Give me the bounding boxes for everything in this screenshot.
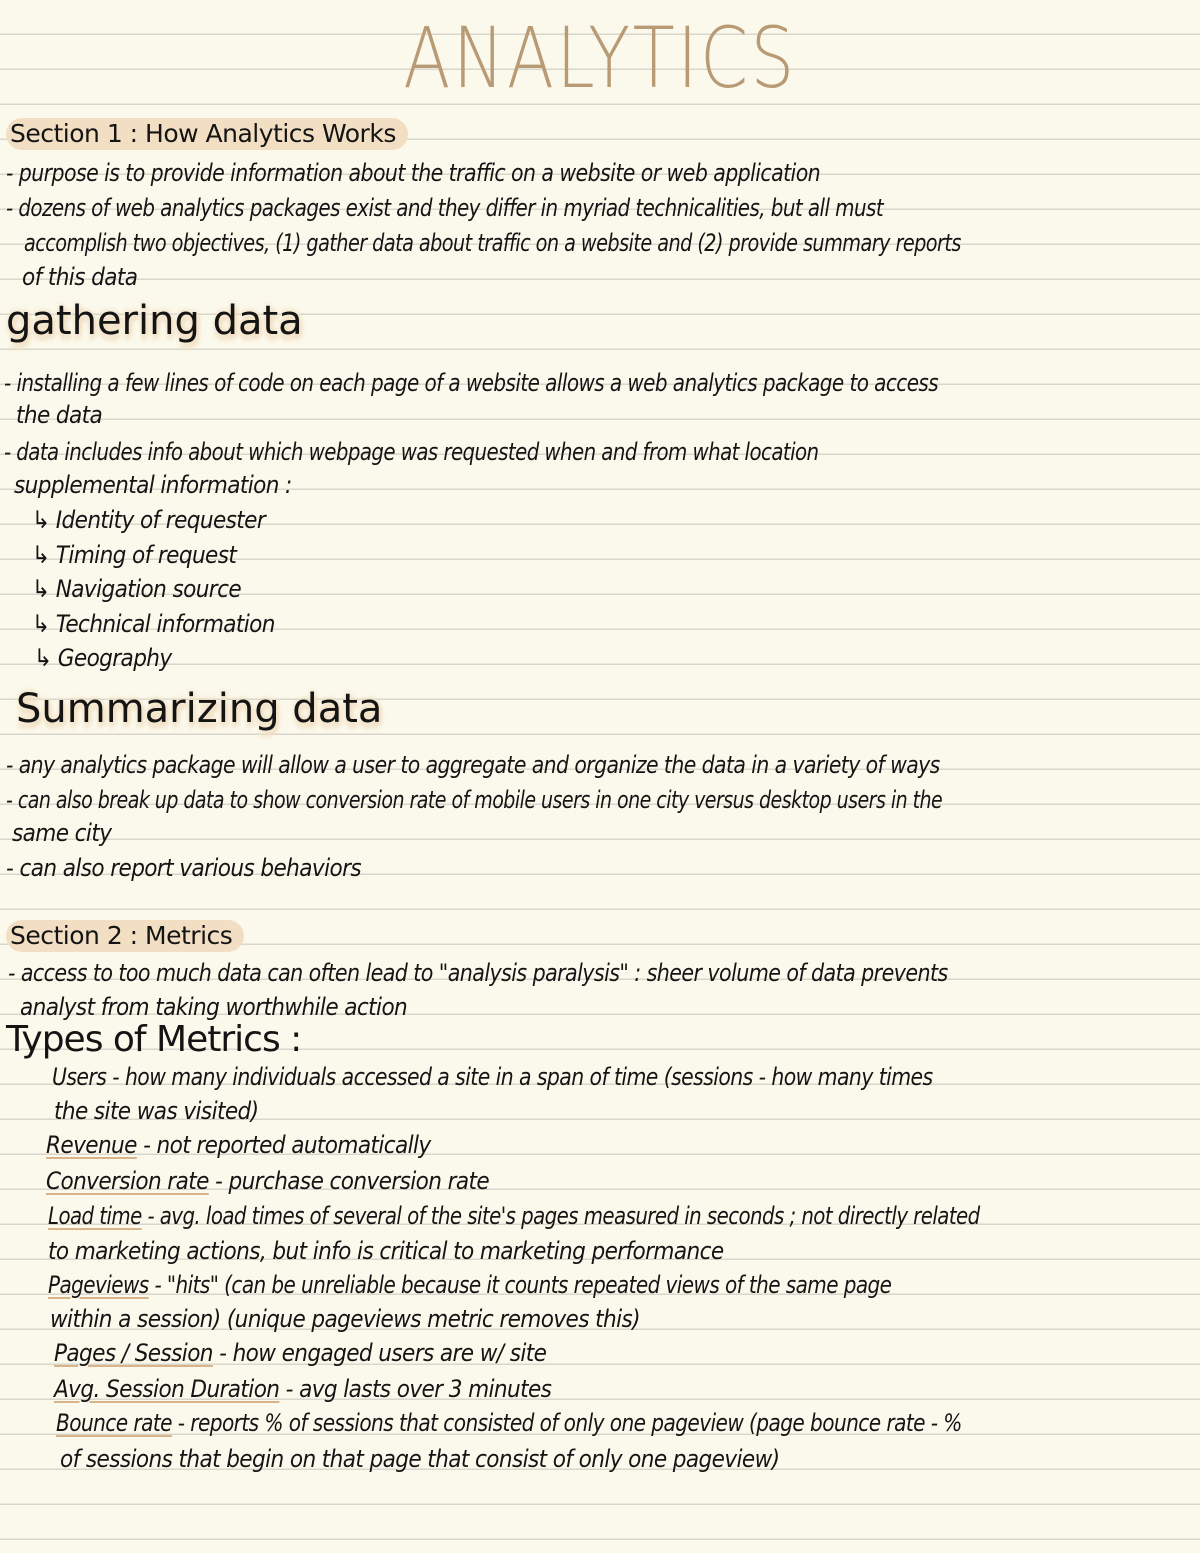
metric-item-load-time	[48, 1201, 980, 1231]
metric-description: - how engaged users are w/ site	[212, 1339, 547, 1367]
metric-description: of sessions that begin on that page that consist of only one pageview)	[60, 1445, 780, 1473]
gathering-data-heading: gathering data	[6, 298, 303, 344]
supplemental-item: ↳ Technical information	[32, 610, 275, 638]
metric-term: Bounce rate	[56, 1409, 172, 1437]
summarizing-line: - can also break up data to show conversion rate of mobile users in one city versus desktop users in the	[6, 786, 943, 814]
supplemental-item: ↳ Geography	[34, 644, 172, 672]
metric-term: Pageviews	[48, 1271, 149, 1299]
gathering-line: - data includes info about which webpage was requested when and from what location	[4, 438, 819, 466]
page-title: ANALYTICS	[403, 9, 797, 107]
summarizing-data-heading: Summarizing data	[16, 686, 383, 732]
gathering-line: supplemental information :	[14, 471, 292, 499]
section-1-heading: Section 1 : How Analytics Works	[6, 118, 408, 150]
gathering-line: the data	[16, 401, 103, 429]
metric-term: Conversion rate	[46, 1167, 209, 1195]
metric-description: - "hits" (can be unreliable because it counts repeated views of the same page	[148, 1271, 892, 1299]
metric-item-continuation	[48, 1236, 724, 1266]
metric-item-revenue	[46, 1130, 431, 1160]
summarizing-line: - can also report various behaviors	[6, 854, 361, 882]
metric-description: the site was visited)	[54, 1097, 259, 1125]
section-1-bullet: accomplish two objectives, (1) gather data about traffic on a website and (2) provide summary reports	[24, 229, 961, 257]
section-1-bullet: of this data	[22, 263, 138, 291]
metric-item-conversion-rate	[46, 1166, 489, 1196]
supplemental-item: ↳ Timing of request	[32, 541, 237, 569]
types-of-metrics-heading: Types of Metrics :	[6, 1019, 302, 1060]
metric-item-pages-per-session	[54, 1338, 546, 1368]
summarizing-line: - any analytics package will allow a user to aggregate and organize the data in a variety of ways	[6, 751, 940, 779]
metric-term: Revenue	[46, 1131, 137, 1159]
metric-description: to marketing actions, but info is critical to marketing performance	[48, 1237, 724, 1265]
metric-term: Users	[52, 1063, 107, 1091]
section-1-bullet: - dozens of web analytics packages exist and they differ in myriad technicalities, but all must	[6, 194, 884, 222]
metric-description: - reports % of sessions that consisted of only one pageview (page bounce rate - %	[171, 1409, 962, 1437]
metric-description: - purchase conversion rate	[208, 1167, 490, 1195]
metric-item-continuation	[54, 1096, 258, 1126]
section-2-line: - access to too much data can often lead to "analysis paralysis" : sheer volume of data prevents	[8, 959, 948, 987]
metric-item-continuation	[60, 1444, 779, 1474]
metric-description: - avg lasts over 3 minutes	[279, 1375, 552, 1403]
metric-term: Load time	[48, 1202, 142, 1230]
metric-description: within a session) (unique pageviews metric removes this)	[50, 1305, 640, 1333]
summarizing-line: same city	[12, 819, 112, 847]
metric-description: - avg. load times of several of the site's pages measured in seconds ; not directly related	[141, 1202, 980, 1230]
section-2-heading: Section 2 : Metrics	[6, 920, 244, 952]
section-2-line: analyst from taking worthwhile action	[20, 993, 408, 1021]
supplemental-item: ↳ Identity of requester	[32, 506, 266, 534]
metric-item-continuation	[50, 1304, 640, 1334]
metric-item-bounce-rate	[56, 1408, 962, 1438]
metric-item-avg-session-duration	[54, 1374, 551, 1404]
section-1-bullet: - purpose is to provide information about the traffic on a website or web application	[6, 159, 821, 187]
metric-term: Avg. Session Duration	[54, 1375, 280, 1403]
metric-description: - how many individuals accessed a site in a span of time (sessions - how many times	[106, 1063, 933, 1091]
metric-item-pageviews	[48, 1270, 891, 1300]
metric-term: Pages / Session	[54, 1339, 213, 1367]
supplemental-item: ↳ Navigation source	[32, 575, 242, 603]
metric-item-users	[52, 1062, 933, 1092]
gathering-line: - installing a few lines of code on each page of a website allows a web analytics package to access	[4, 369, 939, 397]
metric-description: - not reported automatically	[136, 1131, 431, 1159]
